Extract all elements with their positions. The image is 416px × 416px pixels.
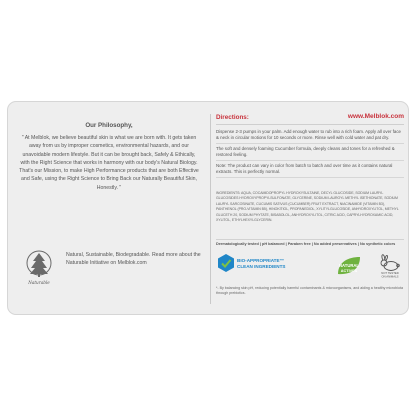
natural-badge-line2: ACTIVES bbox=[340, 269, 358, 273]
natural-badge-line1: NATURAL bbox=[339, 263, 359, 268]
directions-header bbox=[216, 114, 406, 124]
footnote: *- By balancing skin pH, reducing potentially harmful contaminants & microorganisms, and aiding a healthy microbiota through prebiotics. bbox=[216, 286, 403, 296]
direction-item: Note: The product can vary in color from batch to batch and over time as it contains natural extracts. This is perfectly normal. bbox=[216, 163, 404, 178]
bio-appropriate-badge bbox=[216, 252, 306, 280]
naturable-section bbox=[22, 249, 202, 289]
ingredients-list: INGREDIENTS: AQUA, COCAMIDOPROPYL HYDROXYSULTAINE, DECYL GLUCOSIDE, SODIUM LAURYL GLUCOSIDES HYDROXYPROPYLSULFONATE, GLYCERINE, SODIUM LAUROYL METHYL ISETHIONATE, SODIUM LAURYL SARCOSINATE, CUCUMIS SATIVUS (CUCUMBER) FRUIT EXTRACT, NIACINAMIDE (VITAMIN B3), PANTHENOL (PRO-VITAMIN B5), HINOKITIOL, PROPANEDIOL, XYLITYLGLUCOSIDE, ANHYDROXYLITOL, METHYL GLUCETH 20, SODIUM PHYTATE, BISABOLOL, ANHYDROXYLITOL, CITRIC ACID, CAPRYLHYDROXAMIC ACID, XYLITOL, ETHYLHEXYLGLYCERIN. bbox=[216, 191, 399, 223]
direction-item: The soft and densely foaming Cucumber formula, deeply cleans and tones for a refreshed & restored feeling. bbox=[216, 146, 404, 161]
naturable-text: Natural, Sustainable, Biodegradable. Read more about the Naturable Initiative on Melblok.com bbox=[66, 252, 201, 267]
bio-badge-line2: CLEAN INGREDIENTS bbox=[237, 264, 286, 269]
badges-row bbox=[216, 252, 406, 280]
product-claims: Dermatologically tested | pH balanced | Paraben free | No added preservatives | No synthetic colors bbox=[216, 239, 404, 247]
directions-list bbox=[216, 129, 404, 180]
header-divider bbox=[216, 124, 404, 125]
direction-item: Dispense 2-3 pumps in your palm. Add enough water to rub into a rich foam. Apply all over face & neck in circular motions for 10 seconds or more. Rinse well with cold water and pat dry. bbox=[216, 129, 404, 144]
product-label-panel bbox=[7, 101, 409, 315]
philosophy-title: Our Philosophy, bbox=[85, 122, 133, 129]
hexagon-icon bbox=[218, 254, 234, 272]
directions-column bbox=[216, 102, 406, 314]
not-tested-on-animals-badge bbox=[376, 253, 404, 279]
naturable-tree-logo bbox=[24, 249, 54, 287]
website-url: www.Melblok.com bbox=[347, 113, 404, 120]
directions-title: Directions: bbox=[216, 114, 249, 121]
bio-badge-line1: BIO-APPROPRIATE™ bbox=[237, 258, 285, 263]
cruelty-badge-line1: NOT TESTED bbox=[381, 271, 399, 275]
cruelty-badge-line2: ON ANIMALS bbox=[381, 274, 399, 279]
column-divider bbox=[210, 114, 211, 304]
rabbit-icon bbox=[381, 255, 399, 271]
natural-actives-badge bbox=[334, 254, 364, 278]
naturable-logo-text: Naturable bbox=[28, 280, 50, 285]
philosophy-text: " At Melblok, we believe beautiful skin is what we are born with. It gets taken away from us by improper cosmetics, environmental hazards, and our unavoidable modern lifestyle. But it can be brought back, Safely & Ethically, with the Right Science that works in harmony with our body's Natural Biology. That's our Mission, to make High Performance products that are both Effective and Safe, using the Right Science to Bring Back our Naturally Beautiful Skin, Honestly. " bbox=[19, 135, 199, 191]
